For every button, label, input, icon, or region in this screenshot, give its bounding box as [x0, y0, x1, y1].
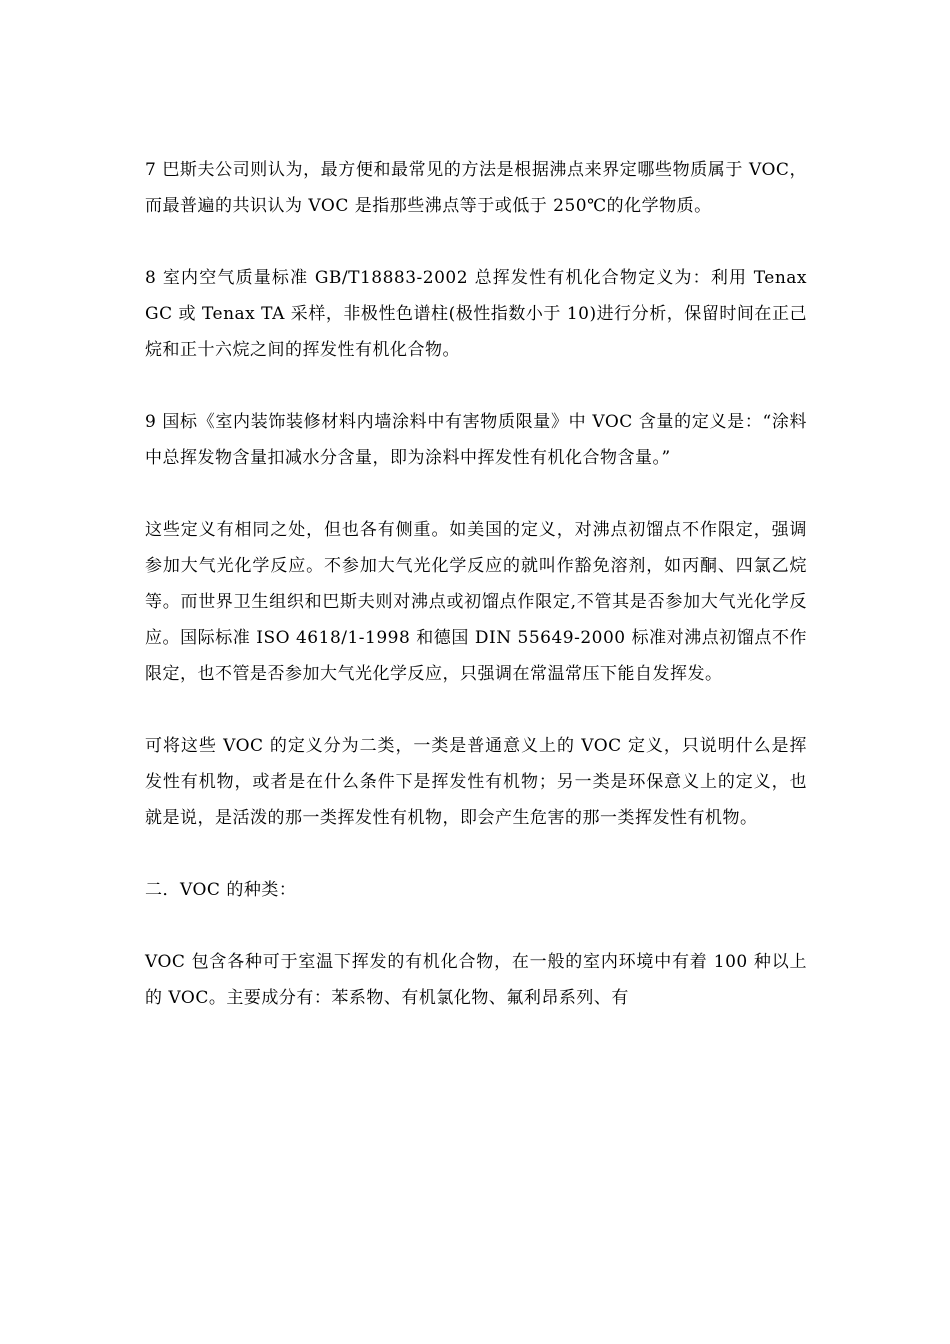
paragraph-voc-types: VOC 包含各种可于室温下挥发的有机化合物，在一般的室内环境中有着 100 种以上的 VOC。主要成分有：苯系物、有机氯化物、氟利昂系列、有 [145, 952, 807, 1008]
paragraph-comparison: 这些定义有相同之处，但也各有侧重。如美国的定义，对沸点初馏点不作限定，强调参加大气光化学反应。不参加大气光化学反应的就叫作豁免溶剂，如丙酮、四氯乙烷等。而世界卫生组织和巴斯夫则对沸点或初馏点作限定,不管其是否参加大气光化学反应。国际标准 ISO 4618/1-1998 和德国 DIN 55649-2000 标准对沸点初馏点不作限定，也不管是否参加大气光化学反应，只强调在常温常压下能自发挥发。 [145, 520, 807, 684]
section-heading-voc-types: 二．VOC 的种类： [145, 880, 297, 900]
paragraph-definition-9: 9 国标《室内装饰装修材料内墙涂料中有害物质限量》中 VOC 含量的定义是：“涂料中总挥发物含量扣减水分含量，即为涂料中挥发性有机化合物含量。” [145, 412, 807, 468]
paragraph-classification: 可将这些 VOC 的定义分为二类，一类是普通意义上的 VOC 定义，只说明什么是挥发性有机物，或者是在什么条件下是挥发性有机物；另一类是环保意义上的定义，也就是说，是活泼的那一类挥发性有机物，即会产生危害的那一类挥发性有机物。 [145, 736, 807, 828]
paragraph-definition-7: 7 巴斯夫公司则认为，最方便和最常见的方法是根据沸点来界定哪些物质属于 VOC，而最普遍的共识认为 VOC 是指那些沸点等于或低于 250℃的化学物质。 [145, 160, 807, 216]
document-body [145, 152, 807, 1052]
paragraph-definition-8: 8 室内空气质量标准 GB/T18883-2002 总挥发性有机化合物定义为：利用 Tenax GC 或 Tenax TA 采样，非极性色谱柱(极性指数小于 10)进行分析，保留时间在正己烷和正十六烷之间的挥发性有机化合物。 [145, 268, 807, 360]
